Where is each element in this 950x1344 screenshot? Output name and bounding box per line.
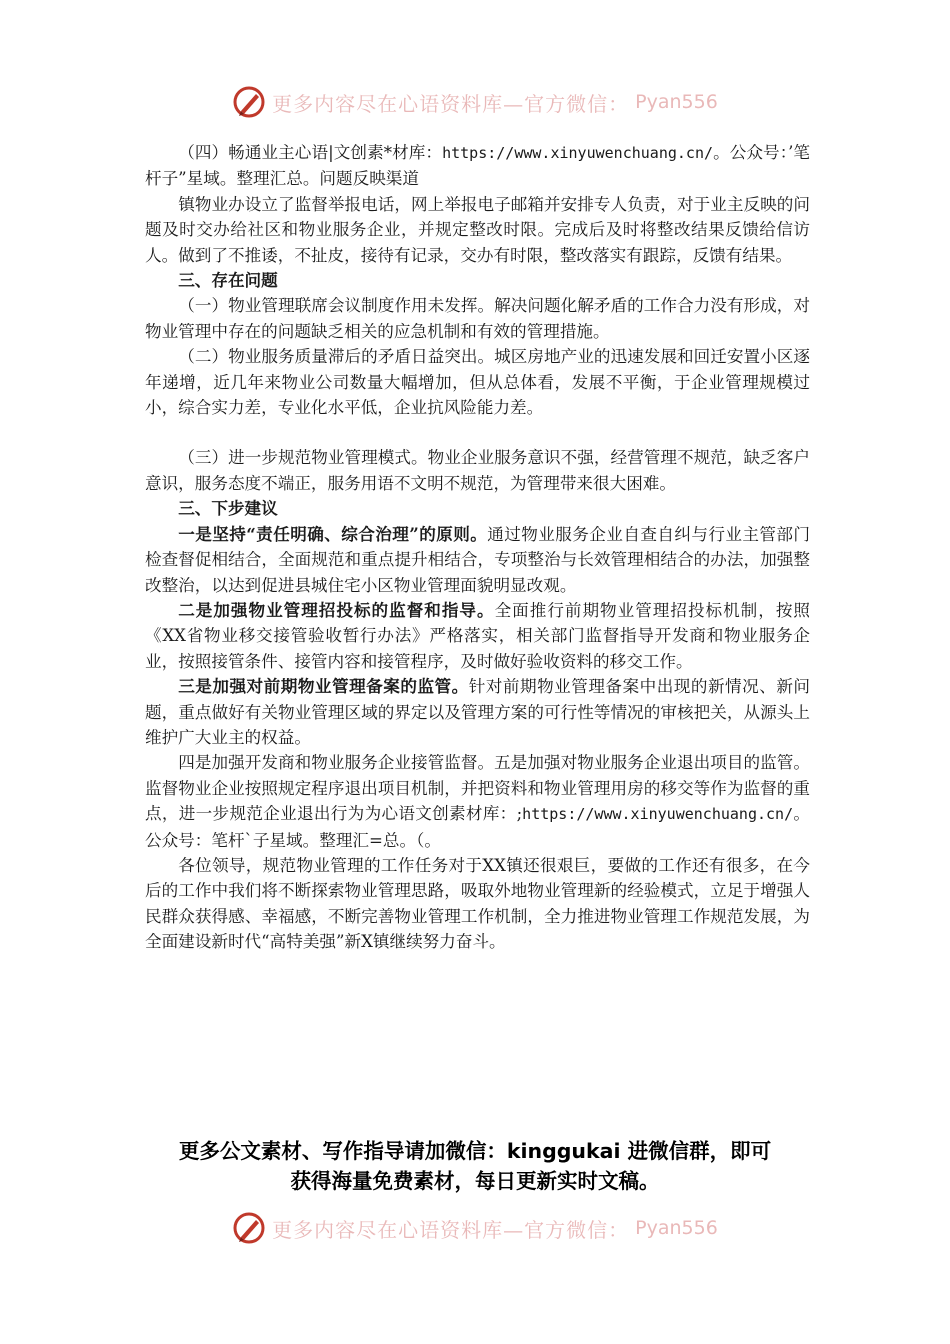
source-link[interactable]: https://www.xinyuwenchuang.cn/ [522, 805, 794, 824]
paragraph: 镇物业办设立了监督举报电话，网上举报电子邮箱并安排专人负责，对于业主反映的问题及时交办给社区和物业服务企业，并规定整改时限。完成后及时将整改结果反馈给信访人。做到了不推诿，不扯皮，接待有记录，交办有时限，整改落实有跟踪，反馈有结果。 [145, 194, 810, 265]
suggestion-paragraph: 三是加强对前期物业管理备案的监管。针对前期物业管理备案中出现的新情况、新问题，重点做好有关物业管理区域的界定以及管理方案的可行性等情况的审核把关，从源头上维护广大业主的权益。 [145, 676, 811, 747]
closing-paragraph: 各位领导，规范物业管理的工作任务对于XX镇还很艰巨，要做的工作还有很多，在今后的工作中我们将不断探索物业管理思路，吸取外地物业管理新的经验模式，立足于增强人民群众获得感、幸福感，不断完善物业管理工作机制，全力推进物业管理工作规范发展，为全面建设新时代“高特美强”新X镇继续努力奋斗。 [145, 855, 810, 952]
paragraph: （三）进一步规范物业管理模式。物业企业服务意识不强，经营管理不规范，缺乏客户意识，服务态度不端正，服务用语不文明不规范，为管理带来很大困难。 [145, 448, 810, 493]
footer-banner [0, 1208, 950, 1248]
document-body [145, 140, 810, 955]
cta-line: 更多公文素材、写作指导请加微信：kinggukai 进微信群，即可 [178, 1139, 772, 1163]
cta-block [130, 1136, 820, 1196]
paragraph-channel: （四）畅通业主心语|文创素*材库：https://www.xinyuwenchuang.cn/。公众号：’笔杆子”星域。整理汇总。问题反映渠道 [145, 143, 810, 189]
suggestion-paragraph: 四是加强开发商和物业服务企业接管监督。五是加强对物业服务企业退出项目的监管。监督物业企业按照规定程序退出项目机制，并把资料和物业管理用房的移交等作为监督的重点，进一步规范企业退出行为为心语文创素材库：;https://www.xinyuwenchuang.cn/。公众号：笔杆`子星域。整理汇=总。（。 [145, 753, 810, 850]
banner-text: 更多内容尽在心语资料库—官方微信： [272, 91, 630, 116]
cta-line: 获得海量免费素材，每日更新实时文稿。 [290, 1169, 660, 1193]
paragraph: （一）物业管理联席会议制度作用未发挥。解决问题化解矛盾的工作合力没有形成，对物业管理中存在的问题缺乏相关的应急机制和有效的管理措施。 [145, 296, 810, 341]
banner-text: 更多内容尽在心语资料库—官方微信： [272, 1217, 630, 1242]
suggestion-paragraph: 一是坚持“责任明确、综合治理”的原则。通过物业服务企业自查自纠与行业主管部门检查督促相结合，全面规范和重点提升相结合，专项整治与长效管理相结合的办法，加强整改整治，以达到促进县城住宅小区物业管理面貌明显改观。 [145, 523, 810, 595]
banner-wechat-id: Pyan556 [635, 1217, 718, 1239]
section-heading: 三、下步建议 [178, 498, 278, 519]
section-heading: 三、存在问题 [178, 270, 278, 291]
pen-logo-icon [232, 1211, 266, 1245]
paragraph: （二）物业服务质量滞后的矛盾日益突出。城区房地产业的迅速发展和回迁安置小区逐年递增，近几年来物业公司数量大幅增加，但从总体看，发展不平衡，于企业管理规模过小，综合实力差，专业化水平低，企业抗风险能力差。 [145, 347, 810, 418]
banner-wechat-id: Pyan556 [635, 91, 718, 113]
suggestion-paragraph: 二是加强物业管理招投标的监督和指导。全面推行前期物业管理招投标机制，按照《XX省物业移交接管验收暂行办法》严格落实，相关部门监督指导开发商和物业服务企业，按照接管条件、接管内容和接管程序，及时做好验收资料的移交工作。 [145, 599, 811, 671]
header-banner [0, 82, 950, 122]
pen-logo-icon [232, 85, 266, 119]
source-link[interactable]: https://www.xinyuwenchuang.cn/ [442, 144, 714, 162]
